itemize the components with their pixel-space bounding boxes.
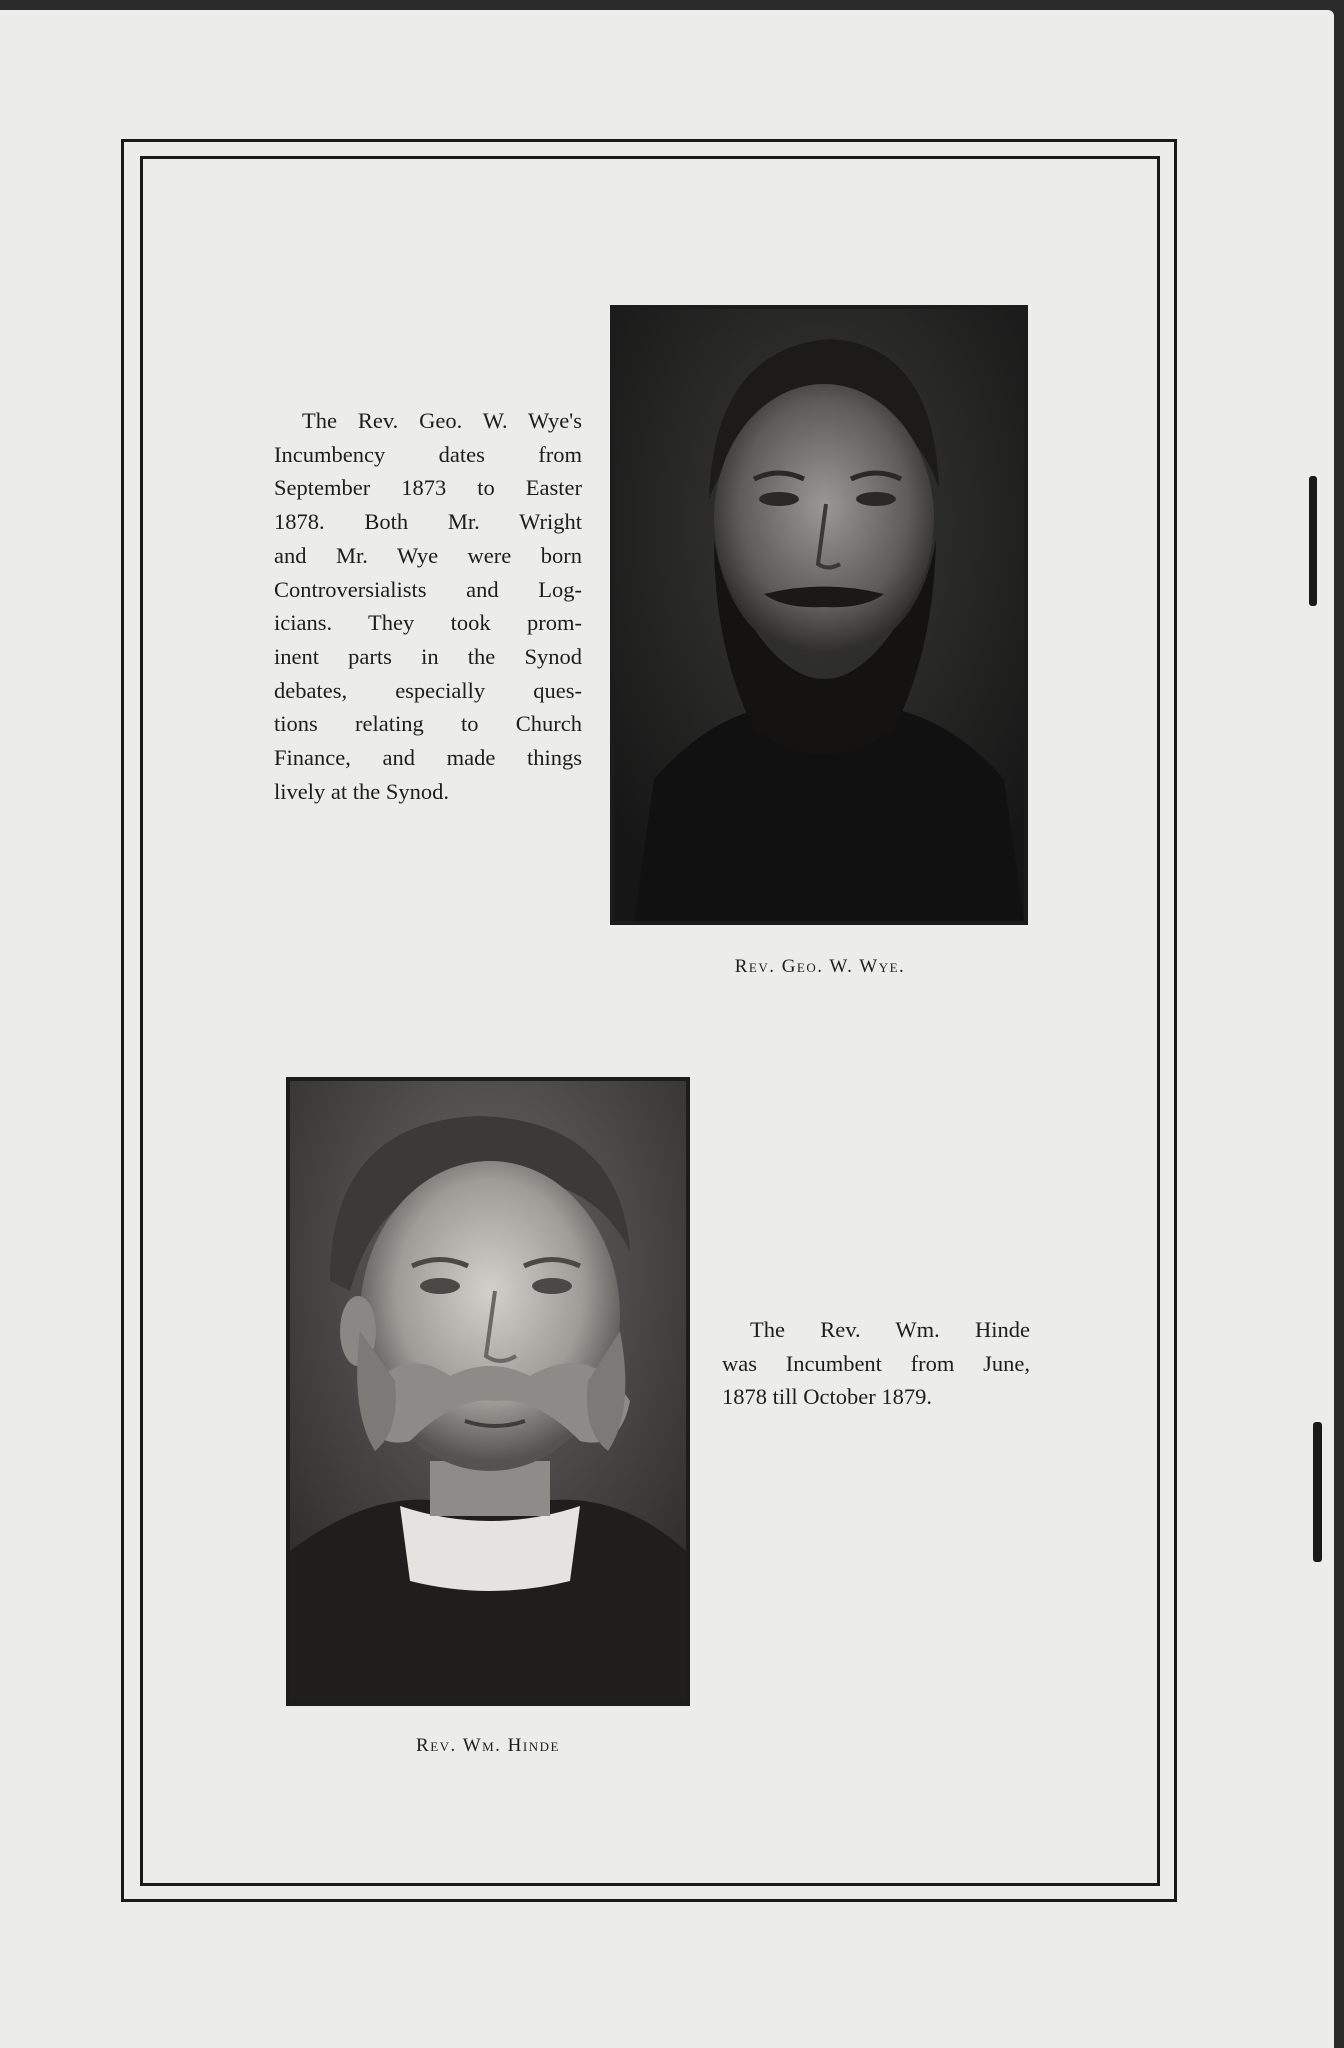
text-line: lively at the Synod.	[274, 778, 449, 804]
hinde-description	[722, 1313, 1030, 1414]
text-line: was Incumbent from June,	[722, 1350, 1030, 1376]
text-line: The Rev. Geo. W. Wye's	[302, 408, 582, 433]
text-line: 1878 till October 1879.	[722, 1384, 932, 1410]
text-line: icians. They took prom-	[274, 610, 582, 636]
binding-mark	[1309, 476, 1317, 606]
text-line: inent parts in the Synod	[274, 643, 582, 669]
portrait-caption-wye: Rev. Geo. W. Wye.	[734, 956, 906, 977]
portrait-caption-hinde: Rev. Wm. Hinde	[416, 1735, 560, 1756]
text-line: The Rev. Wm. Hinde	[750, 1317, 1030, 1342]
portrait-photo-hinde	[286, 1077, 690, 1706]
text-line: 1878. Both Mr. Wright	[274, 509, 582, 535]
text-line: Finance, and made things	[274, 745, 582, 771]
text-line: September 1873 to Easter	[274, 475, 582, 501]
text-line: Incumbency dates from	[274, 441, 582, 467]
text-line: debates, especially ques-	[274, 677, 582, 703]
portrait-photo-wye	[610, 305, 1028, 925]
text-line: tions relating to Church	[274, 711, 582, 737]
binding-mark	[1313, 1422, 1322, 1562]
wye-description	[274, 404, 582, 808]
text-line: Controversialists and Log-	[274, 576, 582, 602]
text-line: and Mr. Wye were born	[274, 542, 582, 568]
